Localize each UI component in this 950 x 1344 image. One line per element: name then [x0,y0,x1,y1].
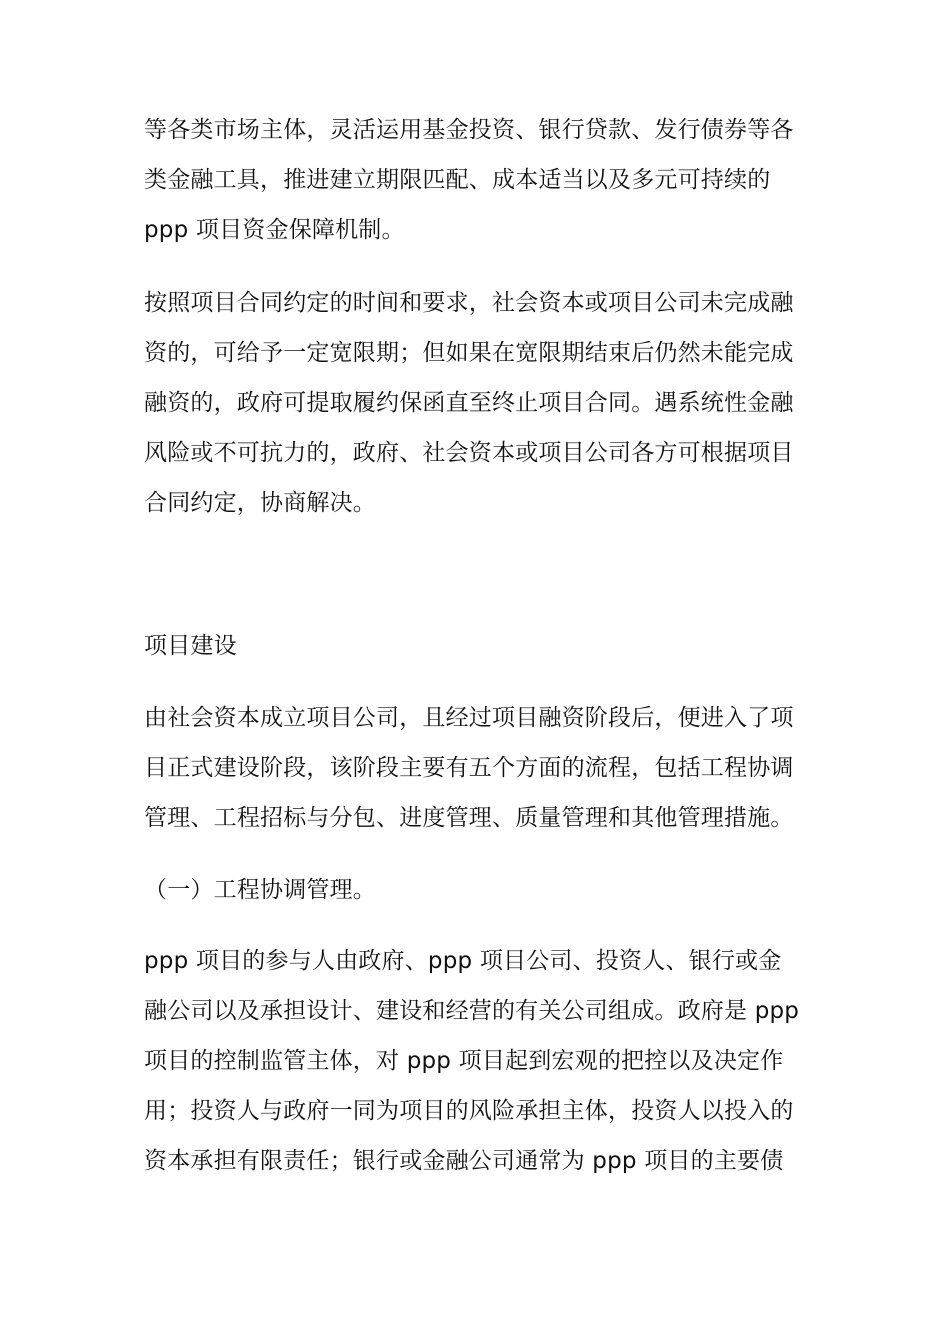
text-line: 等各类市场主体，灵活运用基金投资、银行贷款、发行债券等各 [144,117,794,143]
section-heading-project-construction [144,621,814,671]
paragraph-construction-stage [144,693,814,843]
text-line: ppp 项目的参与人由政府、ppp 项目公司、投资人、银行或金 [144,948,782,974]
text-line: 合同约定，协商解决。 [144,490,376,516]
text-line: 管理、工程招标与分包、进度管理、质量管理和其他管理措施。 [144,805,794,831]
paragraph-funding-mechanism [144,105,814,255]
text-line: 融资的，政府可提取履约保函直至终止项目合同。遇系统性金融 [144,390,794,416]
text-line: 项目的控制监管主体，对 ppp 项目起到宏观的把控以及决定作 [144,1048,784,1074]
paragraph-grace-period [144,278,814,528]
text-line: 资本承担有限责任；银行或金融公司通常为 ppp 项目的主要债 [144,1148,784,1174]
text-line: 类金融工具，推进建立期限匹配、成本适当以及多元可持续的 [144,167,771,193]
text-line: 融公司以及承担设计、建设和经营的有关公司组成。政府是 ppp [144,998,800,1024]
subheading-coordination-management [144,865,814,915]
text-line: 按照项目合同约定的时间和要求，社会资本或项目公司未完成融 [144,290,794,316]
paragraph-participants [144,936,814,1186]
text-line: 目正式建设阶段，该阶段主要有五个方面的流程，包括工程协调 [144,755,794,781]
text-line: 风险或不可抗力的，政府、社会资本或项目公司各方可根据项目 [144,440,794,466]
text-line: 用；投资人与政府一同为项目的风险承担主体，投资人以投入的 [144,1098,794,1124]
text-line: ppp 项目资金保障机制。 [144,217,405,243]
text-line: 资的，可给予一定宽限期；但如果在宽限期结束后仍然未能完成 [144,340,794,366]
text-line: 由社会资本成立项目公司，且经过项目融资阶段后，便进入了项 [144,705,794,731]
heading-text: 项目建设 [144,633,237,659]
subheading-text: （一）工程协调管理。 [144,877,376,903]
